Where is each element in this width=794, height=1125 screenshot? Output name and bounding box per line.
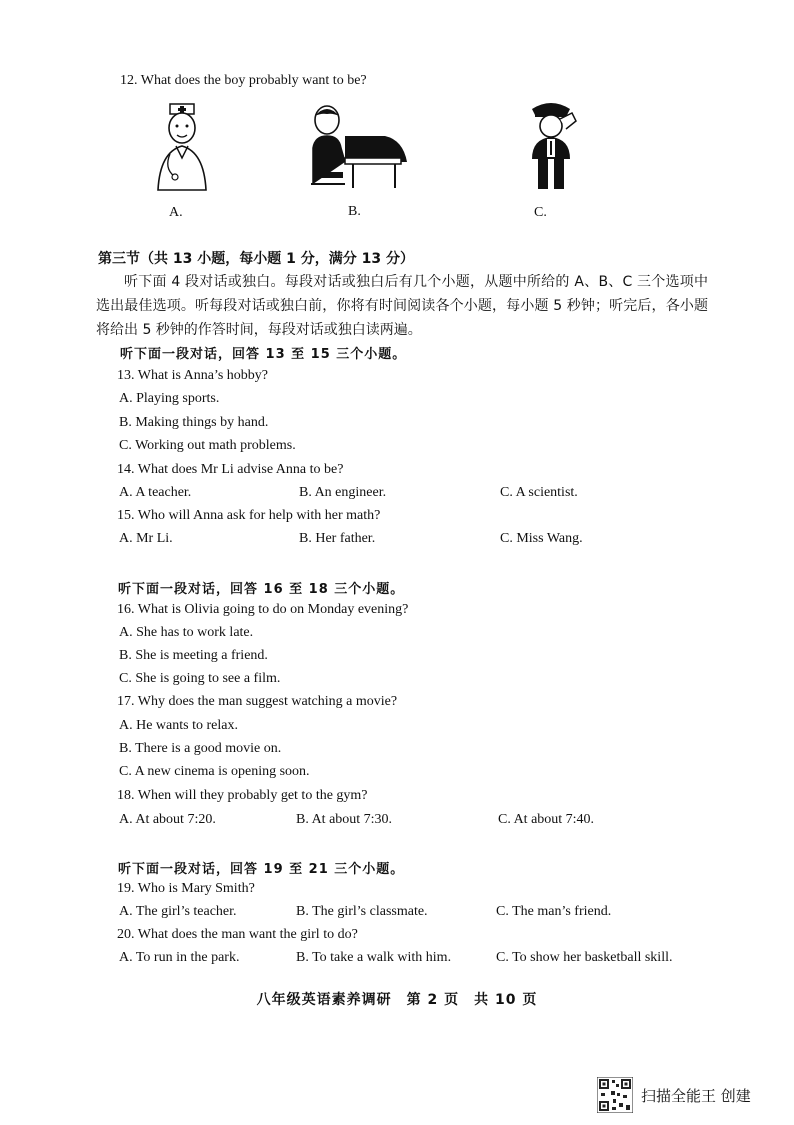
question-13-option-b: B. Making things by hand. — [119, 415, 269, 430]
question-16-option-c: C. She is going to see a film. — [119, 671, 281, 686]
question-17-stem: 17. Why does the man suggest watching a movie? — [117, 694, 398, 709]
question-17-option-c: C. A new cinema is opening soon. — [119, 764, 310, 779]
question-20-option-b: B. To take a walk with him. — [296, 950, 452, 965]
question-16-stem: 16. What is Olivia going to do on Monday evening? — [117, 602, 409, 617]
group-1-instruction: 听下面一段对话，回答 13 至 15 三个小题。 — [120, 347, 407, 362]
question-19-stem: 19. Who is Mary Smith? — [117, 881, 255, 896]
question-15-option-c: C. Miss Wang. — [500, 531, 583, 546]
question-14-option-c: C. A scientist. — [500, 485, 578, 500]
question-19-option-c: C. The man’s friend. — [496, 904, 612, 919]
question-19-option-b: B. The girl’s classmate. — [296, 904, 428, 919]
doctor-icon — [150, 102, 214, 194]
question-18-option-b: B. At about 7:30. — [296, 812, 393, 827]
question-14-stem: 14. What does Mr Li advise Anna to be? — [117, 462, 344, 477]
question-12-stem: 12. What does the boy probably want to be? — [120, 73, 367, 88]
page-footer: 八年级英语素养调研 第 2 页 共 10 页 — [256, 992, 538, 1008]
question-15-option-a: A. Mr Li. — [119, 531, 173, 546]
group-2-instruction: 听下面一段对话，回答 16 至 18 三个小题。 — [118, 582, 405, 597]
group-3-instruction: 听下面一段对话，回答 19 至 21 三个小题。 — [118, 862, 405, 877]
question-18-stem: 18. When will they probably get to the gym? — [117, 788, 368, 803]
scanner-watermark — [597, 1077, 751, 1113]
question-17-option-b: B. There is a good movie on. — [119, 741, 282, 756]
question-16-option-b: B. She is meeting a friend. — [119, 648, 268, 663]
police-officer-icon — [520, 97, 582, 193]
question-13-stem: 13. What is Anna’s hobby? — [117, 368, 269, 383]
question-18-option-a: A. At about 7:20. — [119, 812, 216, 827]
question-17-option-a: A. He wants to relax. — [119, 718, 238, 733]
qr-code-icon — [597, 1077, 633, 1113]
question-20-option-a: A. To run in the park. — [119, 950, 240, 965]
option-12-b-label: B. — [348, 204, 361, 219]
question-19-option-a: A. The girl’s teacher. — [119, 904, 237, 919]
question-13-option-a: A. Playing sports. — [119, 391, 220, 406]
question-15-stem: 15. Who will Anna ask for help with her math? — [117, 508, 381, 523]
option-12-a-label: A. — [169, 205, 183, 220]
section-3-directions-text: 听下面 4 段对话或独白。每段对话或独白后有几个小题，从题中所给的 A、B、C 三个选项中选出最佳选项。听每段对话或独白前，你将有时间阅读各个小题，每小题 5 秒钟；听完后，各小题将给出 5 秒钟的作答时间，每段对话或独白读两遍。 — [96, 274, 708, 338]
section-3-title: 第三节（共 13 小题，每小题 1 分，满分 13 分） — [98, 251, 414, 267]
scanner-watermark-text: 扫描全能王 创建 — [641, 1086, 751, 1105]
question-14-option-a: A. A teacher. — [119, 485, 192, 500]
question-20-option-c: C. To show her basketball skill. — [496, 950, 673, 965]
pianist-icon — [305, 100, 410, 192]
question-14-option-b: B. An engineer. — [299, 485, 387, 500]
question-18-option-c: C. At about 7:40. — [498, 812, 595, 827]
question-20-stem: 20. What does the man want the girl to do? — [117, 927, 358, 942]
option-12-c-label: C. — [534, 205, 547, 220]
question-13-option-c: C. Working out math problems. — [119, 438, 296, 453]
question-16-option-a: A. She has to work late. — [119, 625, 254, 640]
section-3-directions — [96, 270, 708, 342]
question-15-option-b: B. Her father. — [299, 531, 376, 546]
